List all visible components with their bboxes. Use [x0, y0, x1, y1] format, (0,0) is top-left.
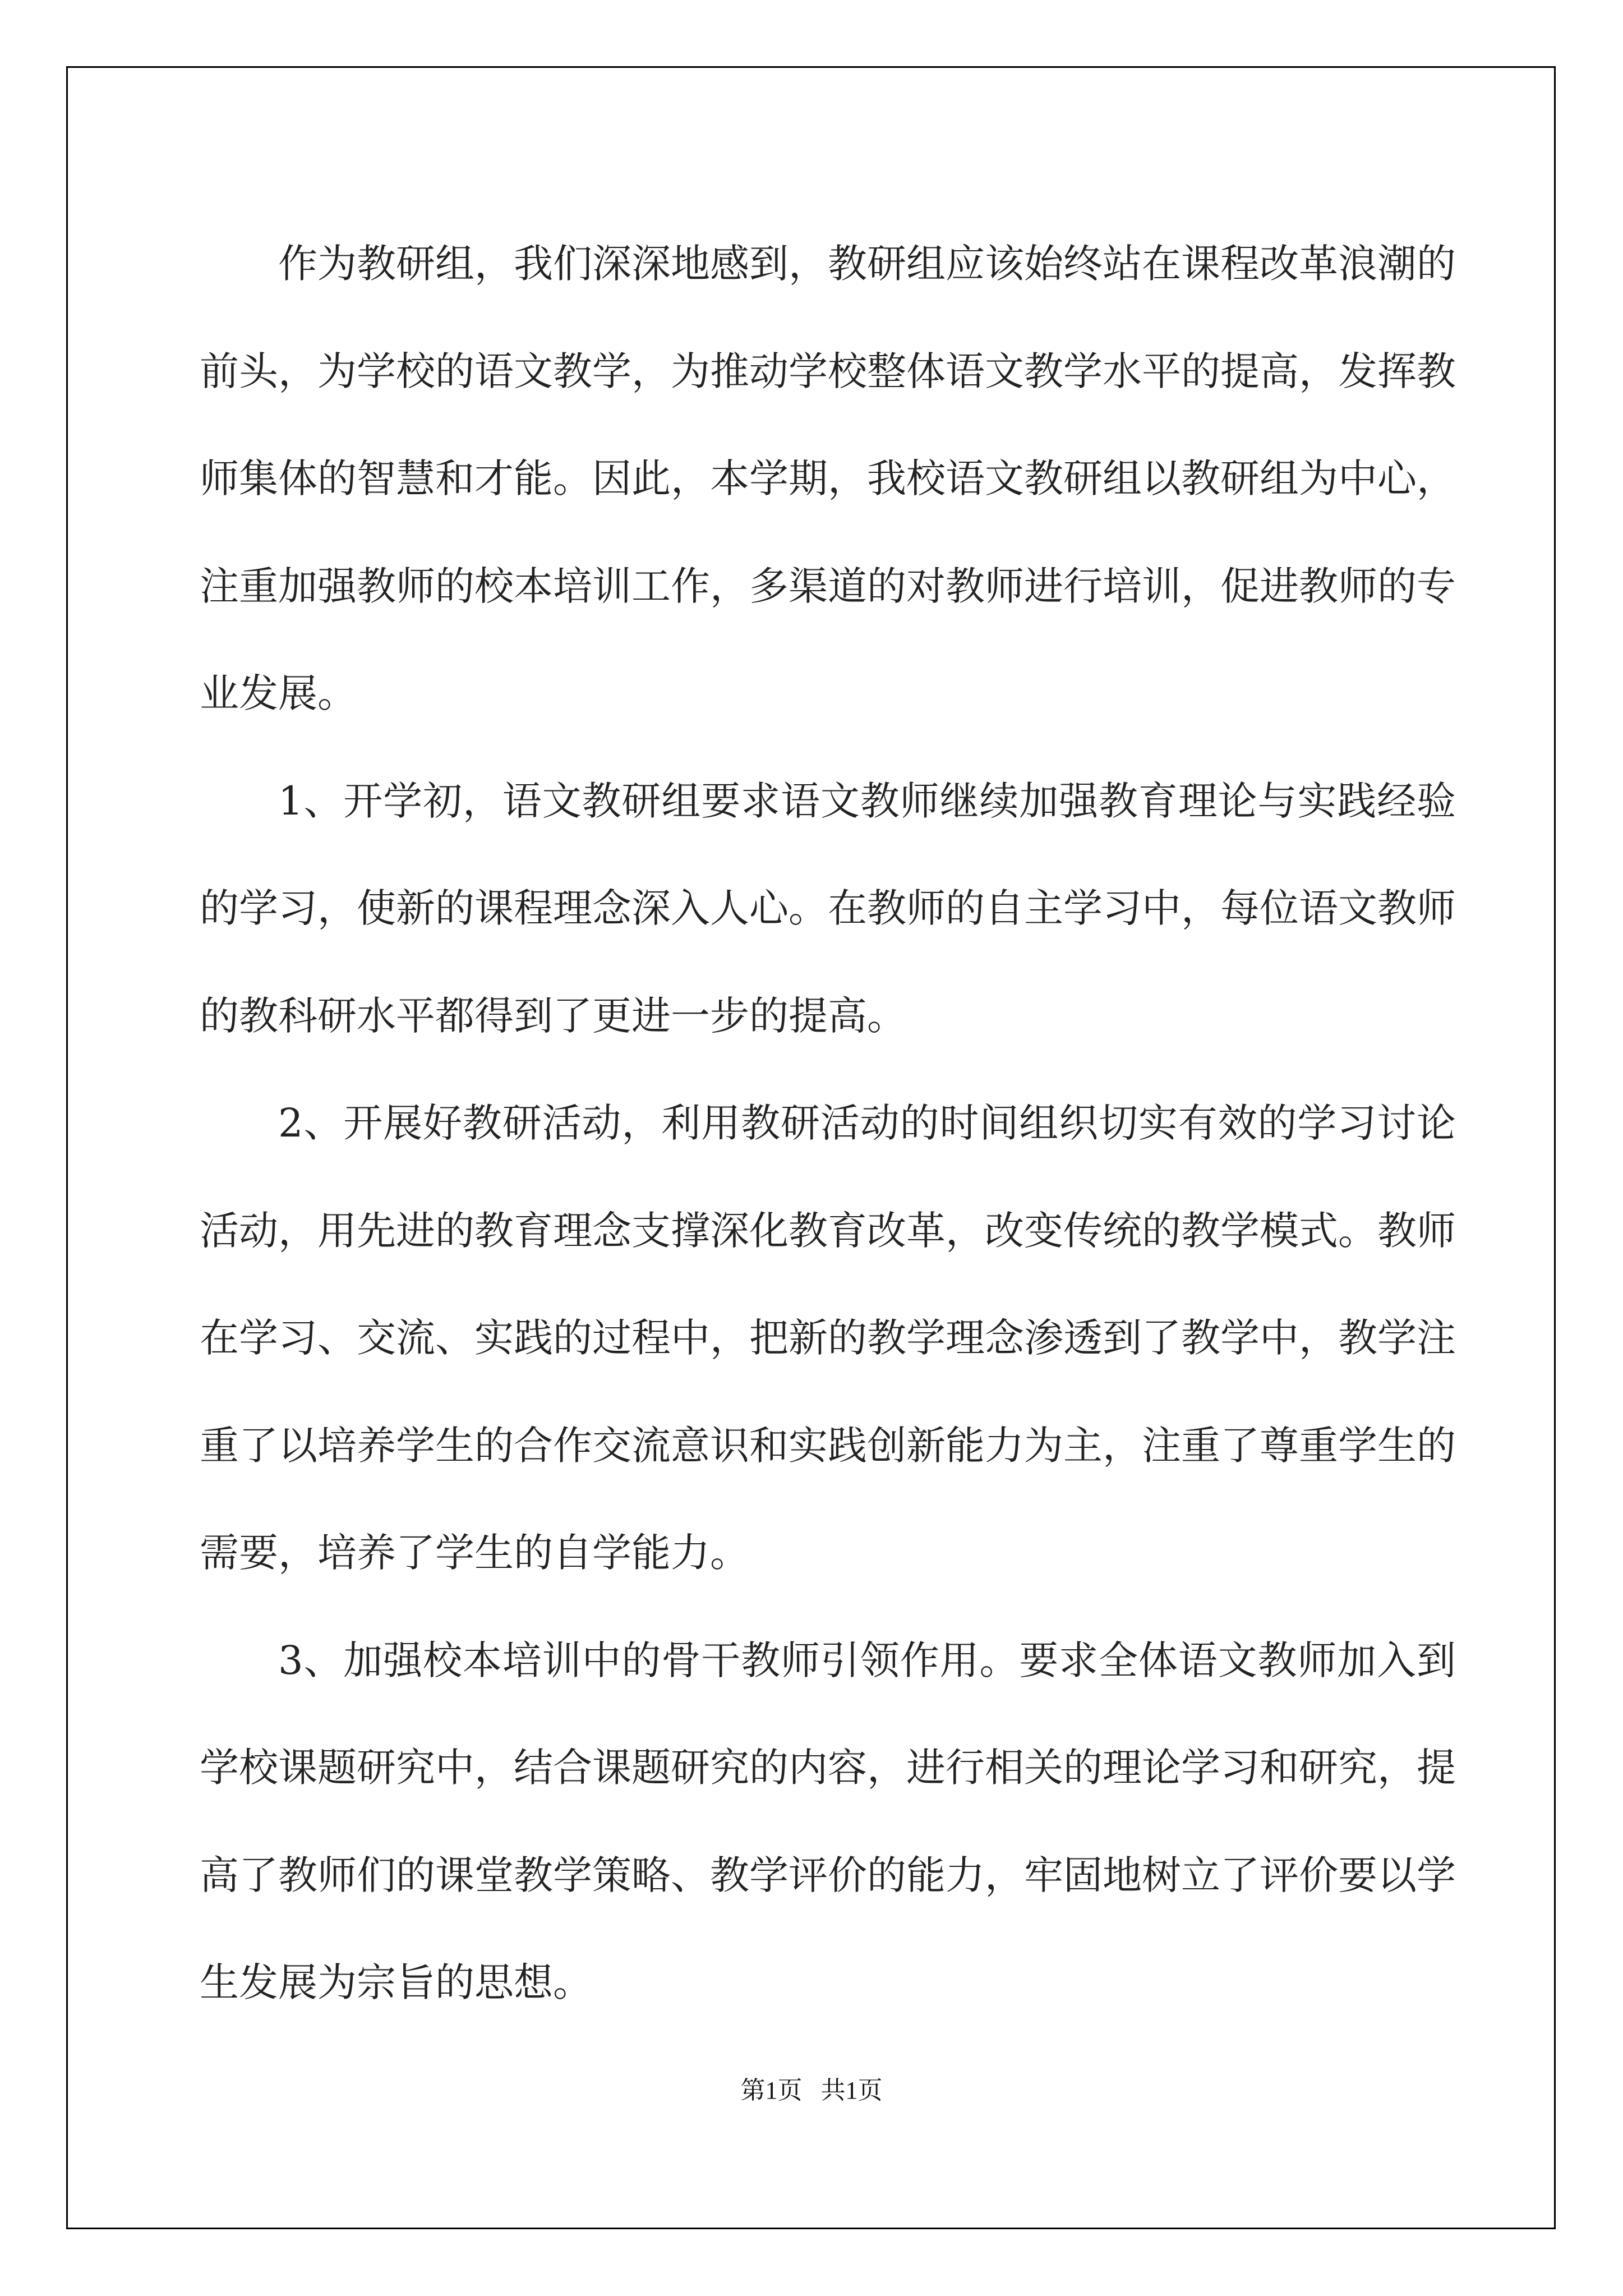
paragraph-item-2: 2、开展好教研活动，利用教研活动的时间组织切实有效的学习讨论活动，用先进的教育理念支撑深化教育改革，改变传统的教学模式。教师在学习、交流、实践的过程中，把新的教学理念渗透到了教学中，教学注重了以培养学生的合作交流意识和实践创新能力为主，注重了尊重学生的需要，培养了学生的自学能力。	[200, 1100, 1456, 1576]
paragraph-item-1: 1、开学初，语文教研组要求语文教师继续加强教育理论与实践经验的学习，使新的课程理念深入人心。在教师的自主学习中，每位语文教师的教科研水平都得到了更进一步的提高。	[200, 777, 1456, 1039]
page-number-footer: 第1页 共1页	[740, 2077, 883, 2104]
document-body	[200, 210, 1456, 2037]
paragraph-item-3: 3、加强校本培训中的骨干教师引领作用。要求全体语文教师加入到学校课题研究中，结合课题研究的内容，进行相关的理论学习和研究，提高了教师们的课堂教学策略、教学评价的能力，牢固地树立了评价要以学生发展为宗旨的思想。	[200, 1637, 1456, 2005]
paragraph-intro: 作为教研组，我们深深地感到，教研组应该始终站在课程改革浪潮的前头，为学校的语文教学，为推动学校整体语文教学水平的提高，发挥教师集体的智慧和才能。因此，本学期，我校语文教研组以教研组为中心，注重加强教师的校本培训工作，多渠道的对教师进行培训，促进教师的专业发展。	[200, 241, 1456, 716]
